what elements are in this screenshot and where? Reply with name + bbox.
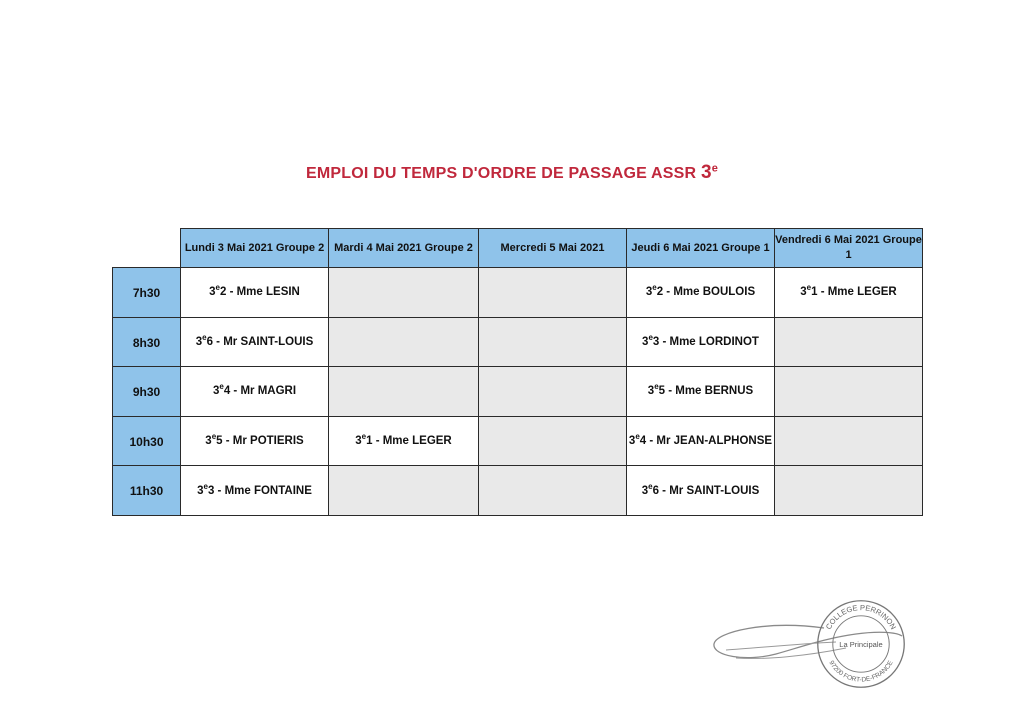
teacher-label: 5 - Mr POTIERIS (216, 435, 304, 448)
day-header: Vendredi 6 Mai 2021 Groupe 1 (775, 229, 923, 268)
table-row (113, 367, 923, 417)
class-number: 3 (641, 484, 649, 497)
class-superscript: e (648, 481, 653, 491)
corner-cell (113, 229, 181, 268)
class-number: 3 (205, 435, 212, 448)
exam-slot (627, 466, 775, 516)
time-slot: 9h30 (113, 367, 181, 417)
exam-slot (181, 268, 329, 318)
time-slot: 10h30 (113, 416, 181, 466)
class-superscript: e (652, 283, 657, 293)
table-row (113, 317, 923, 367)
teacher-label: 1 - Mme LEGER (811, 286, 897, 299)
exam-slot (181, 466, 329, 516)
class-number: 3 (212, 385, 220, 398)
class-superscript: e (219, 382, 224, 392)
teacher-label: 6 - Mr SAINT-LOUIS (652, 484, 760, 497)
class-number: 3 (209, 286, 216, 299)
teacher-label: 4 - Mr MAGRI (223, 385, 297, 398)
exam-slot (181, 416, 329, 466)
day-header: Lundi 3 Mai 2021 Groupe 2 (181, 229, 329, 268)
time-slot: 11h30 (113, 466, 181, 516)
empty-slot (775, 416, 923, 466)
class-superscript: e (654, 382, 659, 392)
stamp-top-text: COLLEGE PERRINON (823, 603, 899, 631)
teacher-label: 4 - Mr JEAN-ALPHONSE (639, 435, 773, 448)
class-number: 3 (355, 435, 362, 448)
class-number: 3 (642, 335, 649, 348)
teacher-label: 5 - Mme BERNUS (658, 385, 754, 398)
empty-slot (479, 268, 627, 318)
exam-slot (627, 268, 775, 318)
exam-slot (181, 317, 329, 367)
empty-slot (479, 416, 627, 466)
title-superscript: e (711, 162, 719, 175)
stamp-bottom-text: 97200 FORT-DE-FRANCE (827, 659, 895, 684)
empty-slot (479, 367, 627, 417)
empty-slot (775, 466, 923, 516)
class-number: 3 (197, 484, 204, 497)
class-superscript: e (215, 283, 220, 293)
teacher-label: 3 - Mme LORDINOT (652, 335, 759, 348)
time-slot: 7h30 (113, 268, 181, 318)
teacher-label: 1 - Mme LEGER (366, 435, 452, 448)
empty-slot (775, 317, 923, 367)
class-superscript: e (203, 481, 208, 491)
empty-slot (329, 268, 479, 318)
empty-slot (775, 367, 923, 417)
empty-slot (329, 317, 479, 367)
exam-slot (627, 416, 775, 466)
class-number: 3 (628, 435, 636, 448)
class-superscript: e (648, 333, 653, 343)
exam-slot (775, 268, 923, 318)
school-stamp (814, 597, 908, 691)
day-header: Mercredi 5 Mai 2021 (479, 229, 627, 268)
empty-slot (329, 367, 479, 417)
class-number: 3 (800, 286, 807, 299)
title-number: 3 (700, 162, 712, 183)
table-row (113, 268, 923, 318)
class-superscript: e (361, 432, 367, 442)
class-number: 3 (647, 385, 655, 398)
teacher-label: 3 - Mme FONTAINE (207, 484, 312, 497)
class-superscript: e (635, 432, 640, 442)
table-row (113, 466, 923, 516)
empty-slot (479, 317, 627, 367)
class-number: 3 (645, 286, 653, 299)
header-row (113, 229, 923, 268)
class-number: 3 (195, 335, 203, 348)
table-row (113, 416, 923, 466)
title-text: EMPLOI DU TEMPS D'ORDRE DE PASSAGE ASSR (305, 165, 697, 182)
page-title (0, 162, 1024, 184)
day-header: Mardi 4 Mai 2021 Groupe 2 (329, 229, 479, 268)
class-superscript: e (211, 432, 217, 442)
empty-slot (479, 466, 627, 516)
exam-slot (627, 367, 775, 417)
class-superscript: e (806, 283, 812, 293)
teacher-label: 2 - Mme BOULOIS (656, 286, 756, 299)
time-slot: 8h30 (113, 317, 181, 367)
teacher-label: 2 - Mme LESIN (219, 286, 300, 299)
empty-slot (329, 466, 479, 516)
class-superscript: e (202, 333, 207, 343)
exam-slot (329, 416, 479, 466)
stamp-center-text: La Principale (839, 639, 883, 649)
exam-slot (181, 367, 329, 417)
schedule-table (112, 228, 923, 516)
svg-text:COLLEGE PERRINON (824, 603, 898, 631)
exam-slot (627, 317, 775, 367)
teacher-label: 6 - Mr SAINT-LOUIS (206, 335, 314, 348)
day-header: Jeudi 6 Mai 2021 Groupe 1 (627, 229, 775, 268)
